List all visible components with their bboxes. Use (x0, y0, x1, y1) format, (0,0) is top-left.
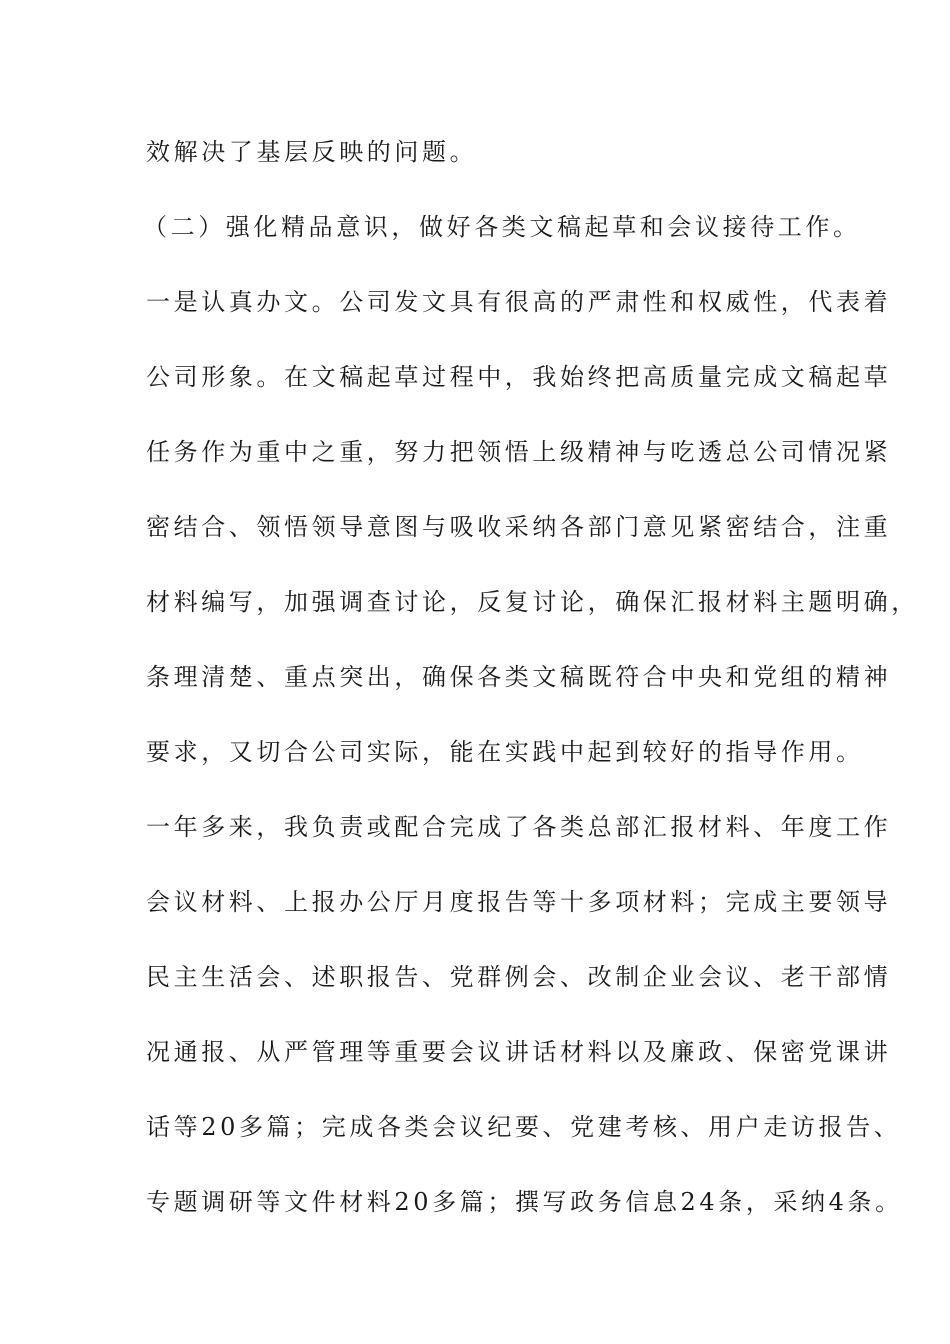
text-line-11: 会议材料、上报办公厅月度报告等十多项材料；完成主要领导 (146, 888, 892, 916)
text-line-9: 要求，又切合公司实际，能在实践中起到较好的指导作用。 (146, 738, 864, 766)
text-line-13: 况通报、从严管理等重要会议讲话材料以及廉政、保密党课讲 (146, 1038, 892, 1066)
text-line-3: 一是认真办文。公司发文具有很高的严肃性和权威性，代表着 (146, 288, 892, 316)
text-line-12: 民主生活会、述职报告、党群例会、改制企业会议、老干部情 (146, 963, 892, 991)
section-heading: （二）强化精品意识，做好各类文稿起草和会议接待工作。 (143, 213, 861, 241)
text-line-10: 一年多来，我负责或配合完成了各类总部汇报材料、年度工作 (146, 813, 892, 841)
text-line-14: 话等20多篇；完成各类会议纪要、党建考核、用户走访报告、 (146, 1113, 902, 1141)
text-line-4: 公司形象。在文稿起草过程中，我始终把高质量完成文稿起草 (146, 363, 892, 391)
text-line-1: 效解决了基层反映的问题。 (146, 138, 478, 166)
text-line-15: 专题调研等文件材料20多篇；撰写政务信息24条，采纳4条。 (146, 1188, 903, 1216)
text-line-6: 密结合、领悟领导意图与吸收采纳各部门意见紧密结合，注重 (146, 513, 892, 541)
text-line-7: 材料编写，加强调查讨论，反复讨论，确保汇报材料主题明确， (146, 588, 919, 616)
text-line-8: 条理清楚、重点突出，确保各类文稿既符合中央和党组的精神 (146, 663, 892, 691)
text-line-5: 任务作为重中之重，努力把领悟上级精神与吃透总公司情况紧 (146, 438, 892, 466)
